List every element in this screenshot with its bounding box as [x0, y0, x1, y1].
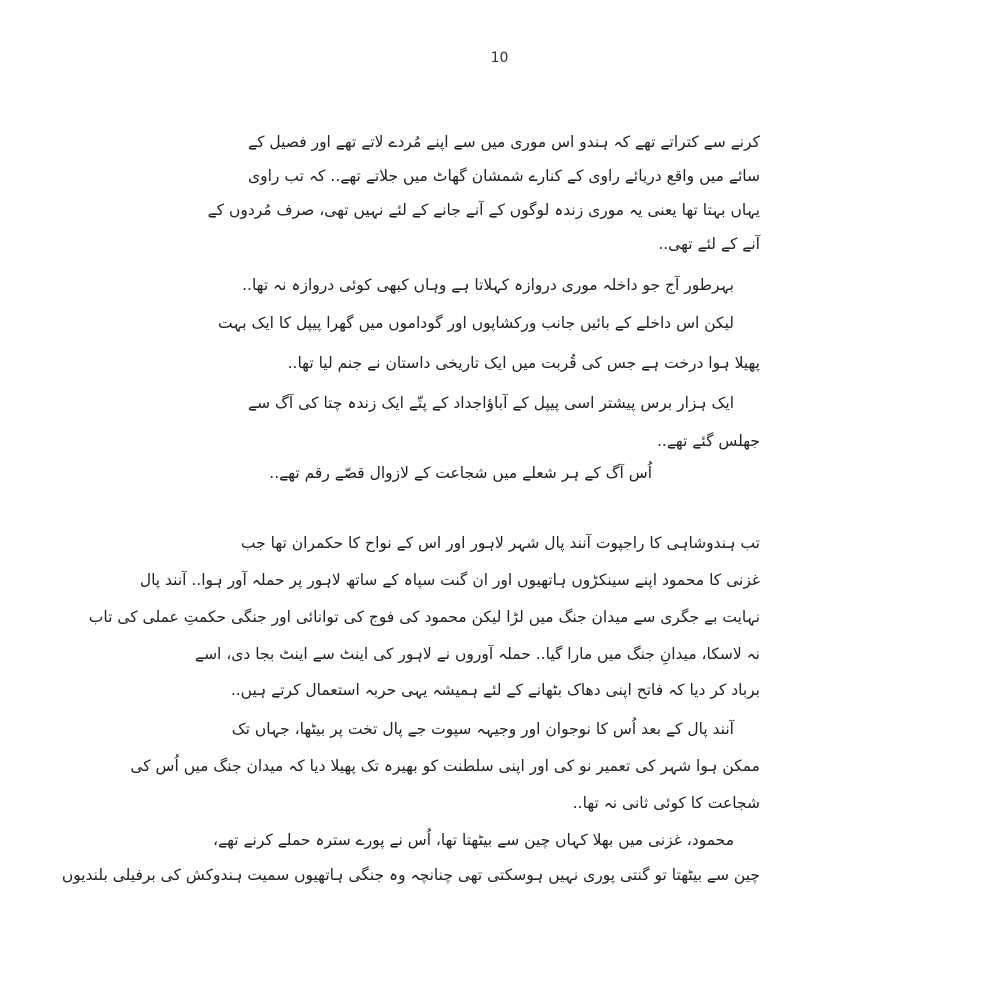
text-line: شجاعت کا کوئی ثانی نہ تھا..: [572, 794, 760, 812]
text-line: نہ لاسکا، میدانِ جنگ میں مارا گیا.. حملہ آوروں نے لاہور کی اینٹ سے اینٹ بجا دی، اسے: [194, 645, 760, 663]
text-line: آنے کے لئے تھی..: [658, 235, 760, 253]
text-line: چین سے بیٹھتا تو گنتی پوری نہیں ہوسکتی تھی چنانچہ وہ جنگی ہاتھیوں سمیت ہندوکش کی برفیلی بلندیوں: [61, 866, 760, 884]
text-line: سائے میں واقع دریائے راوی کے کنارے شمشان گھاٹ میں جلاتے تھے.. کہ تب راوی: [248, 167, 760, 185]
text-line: جھلس گئے تھے..: [656, 432, 760, 450]
text-line: پھیلا ہوا درخت ہے جس کی قُربت میں ایک تاریخی داستان نے جنم لیا تھا..: [287, 354, 760, 372]
text-line: تب ہندوشاہی کا راجپوت آنند پال شہر لاہور اور اس کے نواح کا حکمران تھا جب: [240, 534, 760, 552]
page-number: 10: [490, 50, 509, 66]
text-line: غزنی کا محمود اپنے سینکڑوں ہاتھیوں اور ان گنت سپاہ کے ساتھ لاہور پر حملہ آور ہوا.. آنند پال: [139, 571, 760, 589]
text-line: برباد کر دیا کہ فاتح اپنی دھاک بٹھانے کے لئے ہمیشہ یہی حربہ استعمال کرتے ہیں..: [230, 681, 760, 699]
text-line: بہرطور آج جو داخلہ موری دروازہ کہلاتا ہے وہاں کبھی کوئی دروازہ نہ تھا..: [242, 276, 734, 294]
text-line: یہاں بہتا تھا یعنی یہ موری زندہ لوگوں کے آنے جانے کے لئے نہیں تھی، صرف مُردوں کے: [207, 201, 760, 219]
text-line: ممکن ہوا شہر کی تعمیر نو کی اور اپنی سلطنت کو بھیرہ تک پھیلا دیا کہ میدان جنگ میں اُس کی: [130, 757, 760, 775]
text-line: اُس آگ کے ہر شعلے میں شجاعت کے لازوال قصّے رقم تھے..: [269, 464, 652, 482]
text-line: کرنے سے کتراتے تھے کہ ہندو اس موری میں سے اپنے مُردے لاتے تھے اور فصیل کے: [248, 133, 760, 151]
text-line: ایک ہزار برس پیشتر اسی پیپل کے آباؤاجداد کے پتّے ایک زندہ چتا کی آگ سے: [248, 394, 734, 412]
text-line: محمود، غزنی میں بھلا کہاں چین سے بیٹھتا تھا، اُس نے پورے سترہ حملے کرنے تھے،: [213, 831, 734, 849]
text-line: آنند پال کے بعد اُس کا نوجوان اور وجیہہ سپوت جے پال تخت پر بیٹھا، جہاں تک: [231, 720, 734, 738]
text-line: لیکن اس داخلے کے بائیں جانب ورکشاپوں اور گوداموں میں گھرا پیپل کا ایک بہت: [217, 314, 734, 332]
text-line: نہایت بے جگری سے میدان جنگ میں لڑا لیکن محمود کی فوج کی توانائی اور جنگی حکمتِ عملی کی تاب: [88, 608, 760, 626]
